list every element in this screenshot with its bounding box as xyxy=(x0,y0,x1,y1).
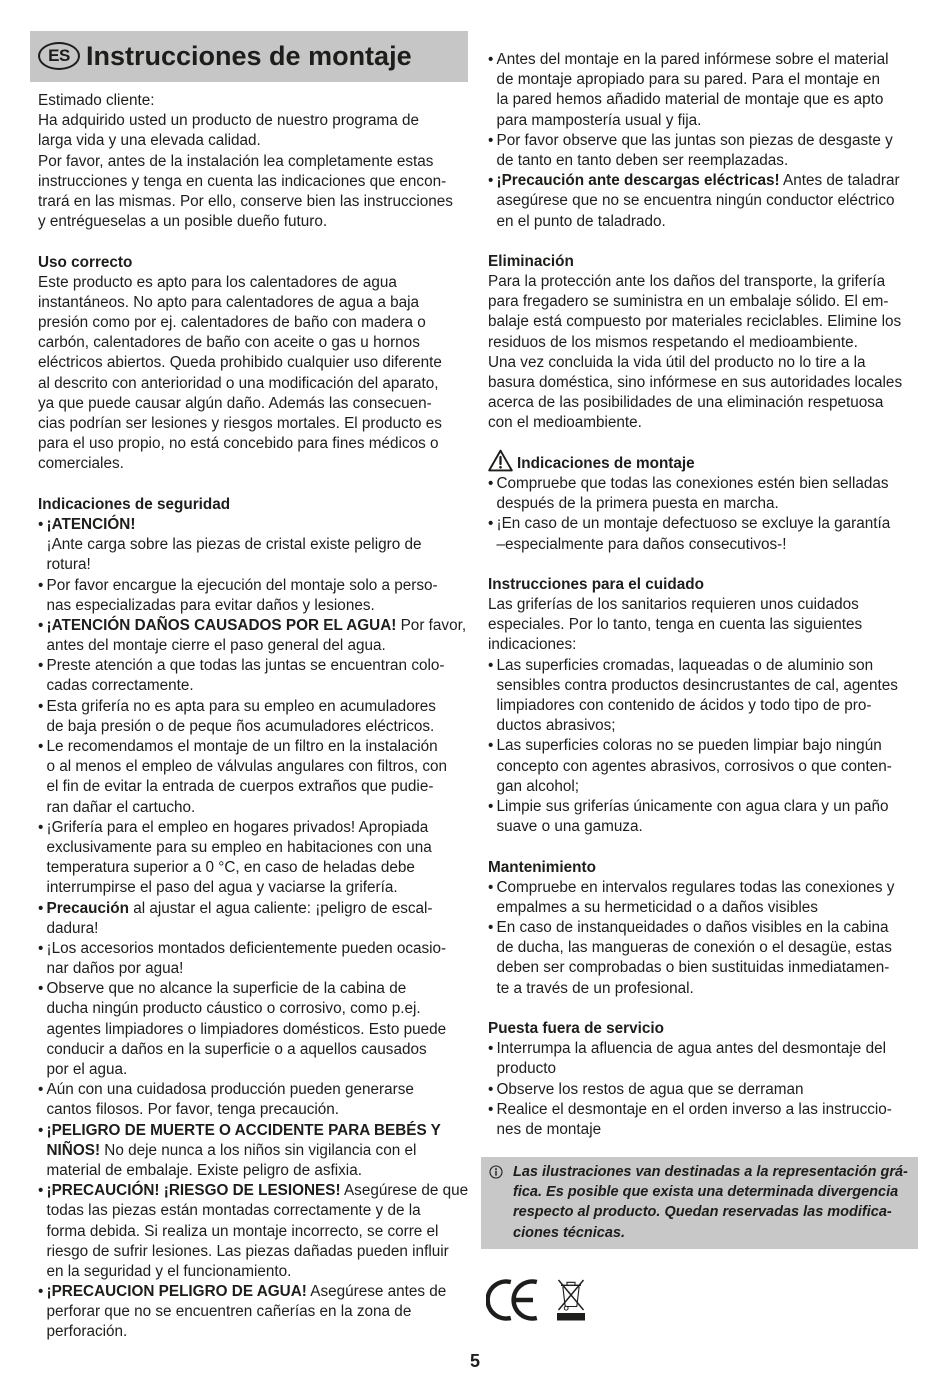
text-line: cantos filosos. Por favor, tenga precaución. xyxy=(46,1101,340,1119)
text-line: antes del montaje cierre el paso general del agua. xyxy=(46,637,386,655)
text-line: material de embalaje. Existe peligro de asfixia. xyxy=(46,1161,362,1179)
text-line: forma debida. Si realiza un montaje incorrecto, se corre el xyxy=(46,1222,439,1240)
text-line: nar daños por agua! xyxy=(46,960,184,978)
bullet-item xyxy=(488,918,918,999)
text-line: concepto con agentes abrasivos, corrosivos o que conten- xyxy=(496,757,892,775)
text-line: • Aún con una cuidadosa producción pueden generarse xyxy=(46,1081,414,1099)
text-run: No deje nunca a los niños sin vigilancia con el xyxy=(100,1141,417,1159)
text-line: cadas correctamente. xyxy=(46,677,194,695)
text-line: dadura! xyxy=(46,919,99,937)
text-line: ya que puede causar algún daño. Además las consecuen- xyxy=(38,394,432,412)
text-line: • Observe que no alcance la superficie de la cabina de xyxy=(46,980,407,998)
text-line: la pared hemos añadido material de montaje que es apto xyxy=(496,91,884,109)
text-line: ductos abrasivos; xyxy=(496,717,616,735)
text-line: sensibles contra productos desincrustantes de cal, agentes xyxy=(496,676,898,694)
text-line: para fregadero se suministra en un embalaje sólido. El em- xyxy=(488,293,889,311)
text-line: para mampostería usual y fija. xyxy=(496,111,702,129)
bullet-item xyxy=(488,1039,918,1079)
bullet-item xyxy=(488,1080,918,1100)
text-line: Una vez concluida la vida útil del producto no lo tire a la xyxy=(488,353,866,371)
section-eliminacion xyxy=(488,252,918,434)
section-heading xyxy=(38,495,462,515)
bullet-item xyxy=(38,616,467,656)
text-line: comerciales. xyxy=(38,455,124,473)
text-line: después de la primera puesta en marcha. xyxy=(496,495,779,513)
text-line xyxy=(46,1181,469,1201)
text-line: • Interrumpa la afluencia de agua antes del desmontaje del xyxy=(496,1040,886,1058)
text-line: empalmes a su hermeticidad o a daños visibles xyxy=(496,898,818,916)
section-indicaciones-de-seguridad xyxy=(38,495,469,1343)
bullet-item xyxy=(38,939,462,979)
section-heading-text: Eliminación xyxy=(488,252,574,270)
info-note xyxy=(481,1157,918,1249)
info-circle-icon xyxy=(489,1165,503,1179)
text-line: rotura! xyxy=(46,556,91,574)
text-line: de tanto en tanto deben ser reemplazadas. xyxy=(496,151,789,169)
text-line xyxy=(47,899,463,919)
text-line: conducir a daños en la superficie o a aquellos causados xyxy=(46,1040,427,1058)
text-line: de baja presión o de peque ños acumuladores eléctricos. xyxy=(46,717,435,735)
bold-text: NIÑOS! xyxy=(46,1141,101,1159)
bullet-item xyxy=(488,171,918,232)
text-line: suave o una gamuza. xyxy=(496,818,643,836)
bullet-item xyxy=(38,1121,462,1182)
bullet-item xyxy=(38,899,462,939)
text-line: • Por favor observe que las juntas son piezas de desgaste y xyxy=(496,131,893,149)
section-heading xyxy=(488,454,918,474)
text-line: producto xyxy=(496,1060,557,1078)
text-line: instrucciones y tenga en cuenta las indicaciones que encon- xyxy=(38,172,447,190)
bullet-item xyxy=(38,818,462,899)
text-line: • ¡En caso de un montaje defectuoso se excluye la garantía xyxy=(496,515,891,533)
section-puesta-fuera-de-servicio xyxy=(488,1019,918,1140)
bullet-item xyxy=(488,474,918,514)
text-line: • Compruebe en intervalos regulares todas las conexiones y xyxy=(496,878,895,896)
text-line: Estimado cliente: xyxy=(38,92,155,109)
text-line: por el agua. xyxy=(46,1061,128,1078)
text-line: Las griferías de los sanitarios requieren unos cuidados xyxy=(488,596,859,614)
text-line: • Limpie sus griferías únicamente con agua clara y un paño xyxy=(496,797,889,815)
right-column xyxy=(488,50,918,1140)
text-line xyxy=(497,171,919,191)
text-line: eléctricos abiertos. Queda prohibido cualquier uso diferente xyxy=(38,354,442,372)
bold-text: ¡PRECAUCION PELIGRO DE AGUA! xyxy=(46,1283,307,1301)
section-heading-text: Indicaciones de montaje xyxy=(517,454,695,472)
text-line: Este producto es apto para los calentadores de agua xyxy=(38,273,397,291)
text-line: residuos de los mismos respetando el medioambiente. xyxy=(488,333,858,351)
text-line: Por favor, antes de la instalación lea completamente estas xyxy=(38,152,434,170)
ce-mark-icon xyxy=(486,1279,542,1321)
text-line: • Preste atención a que todas las juntas se encuentran colo- xyxy=(46,657,445,675)
text-line: en la seguridad y el funcionamiento. xyxy=(46,1262,292,1280)
note-text xyxy=(513,1162,908,1243)
text-line: en el punto de taladrado. xyxy=(496,212,666,230)
text-line: trará en las mismas. Por ello, conserve bien las instrucciones xyxy=(38,192,453,210)
text-line: asegúrese que no se encuentra ningún conductor eléctrico xyxy=(496,192,895,210)
text-line: ran dañar el cartucho. xyxy=(46,798,196,816)
text-run: Asegúrese antes de xyxy=(306,1283,447,1301)
bullet-item xyxy=(38,656,462,696)
note-line: ciones técnicas. xyxy=(513,1224,626,1241)
text-line xyxy=(46,616,467,636)
section-heading-text: Puesta fuera de servicio xyxy=(488,1020,664,1037)
text-line: • Le recomendamos el montaje de un filtro en la instalación xyxy=(46,738,438,755)
section-heading-text: Uso correcto xyxy=(38,253,133,271)
text-line: te a través de un profesional. xyxy=(496,979,694,997)
text-line: nas especializadas para evitar daños y lesiones. xyxy=(46,596,375,614)
left-column xyxy=(38,91,469,1343)
text-line: especiales. Por lo tanto, tenga en cuenta las siguientes xyxy=(488,616,863,634)
bullet-item xyxy=(38,1282,462,1343)
bullet-item xyxy=(488,656,918,737)
bullet-item xyxy=(488,736,918,797)
section-heading xyxy=(488,858,918,878)
weee-crossed-out-bin-icon xyxy=(556,1276,586,1322)
text-run: Asegúrese de que xyxy=(340,1182,469,1200)
bullet-item xyxy=(38,697,462,737)
bullet-item xyxy=(38,515,462,576)
section-heading-text: Mantenimiento xyxy=(488,858,596,876)
note-line: Las ilustraciones van destinadas a la representación grá- xyxy=(513,1164,908,1180)
text-line: acerca de las posibilidades de una eliminación respetuosa xyxy=(488,394,884,412)
note-line: fica. Es posible que exista una determinada divergencia xyxy=(513,1184,899,1201)
text-line: • ¡Grifería para el empleo en hogares privados! Apropiada xyxy=(46,818,429,836)
text-line xyxy=(47,1282,463,1302)
bullet-item xyxy=(488,50,918,131)
warning-triangle-icon xyxy=(488,449,513,472)
text-line: el fin de evitar la entrada de cuerpos extraños que pudie- xyxy=(46,778,434,796)
section-indicaciones-de-montaje xyxy=(488,454,918,555)
text-line: deben ser comprobadas o bien sustituidas inmediatamen- xyxy=(496,959,890,977)
text-line: • Compruebe que todas las conexiones estén bien selladas xyxy=(496,474,889,492)
text-line: y entrégueselas a un posible dueño futuro. xyxy=(38,213,328,231)
text-line: instantáneos. No apto para calentadores de agua a baja xyxy=(38,293,420,311)
text-line: • Observe los restos de agua que se derraman xyxy=(496,1080,804,1098)
text-run: al ajustar el agua caliente: ¡peligro de escal- xyxy=(128,899,433,917)
bullet-item xyxy=(488,514,918,554)
text-line: • Las superficies coloras no se pueden limpiar bajo ningún xyxy=(496,737,882,755)
text-line: ducha ningún producto cáustico o corrosivo, como p.ej. xyxy=(46,1000,421,1018)
text-line: • Esta grifería no es apta para su empleo en acumuladores xyxy=(46,697,436,715)
text-line: balaje está compuesto por materiales reciclables. Elimine los xyxy=(488,313,902,331)
language-badge: ES xyxy=(38,42,80,70)
bold-text: ¡Precaución ante descargas eléctricas! xyxy=(496,172,780,190)
text-line xyxy=(47,515,463,535)
text-line: o al menos el empleo de válvulas angulares con filtros, con xyxy=(46,758,447,776)
text-line: • ¡Los accesorios montados deficientemente pueden ocasio- xyxy=(46,939,447,957)
page-header xyxy=(30,31,468,82)
text-line: • En caso de instanqueidades o daños visibles en la cabina xyxy=(496,919,889,937)
text-line: gan alcohol; xyxy=(496,777,579,795)
bold-text: Precaución xyxy=(46,899,129,917)
bold-text: ¡ATENCIÓN DAÑOS CAUSADOS POR EL AGUA! xyxy=(46,616,397,634)
text-line: de ducha, las mangueras de conexión o el desagüe, estas xyxy=(496,939,892,957)
text-line: al descrito con anterioridad o una modificación del aparato, xyxy=(38,374,439,392)
bullet-item xyxy=(488,797,918,837)
text-line xyxy=(47,1121,463,1141)
right-column-lead xyxy=(488,50,918,232)
section-uso-correcto xyxy=(38,253,462,475)
note-line: respecto al producto. Quedan reservadas las modifica- xyxy=(513,1204,892,1221)
bold-text: ¡ATENCIÓN! xyxy=(46,515,136,533)
text-line: de montaje apropiado para su pared. Para el montaje en xyxy=(496,71,881,89)
text-line: • Realice el desmontaje en el orden inverso a las instruccio- xyxy=(496,1100,892,1118)
text-line: todas las piezas están montadas correctamente y de la xyxy=(46,1202,421,1220)
text-line: perforar que no se encuentren cañerías en la zona de xyxy=(46,1303,412,1321)
text-line: perforación. xyxy=(46,1323,128,1341)
bullet-item xyxy=(38,1080,462,1120)
text-line xyxy=(47,1141,463,1161)
section-heading xyxy=(488,1019,918,1039)
text-line: temperatura superior a 0 °C, en caso de heladas debe xyxy=(46,859,415,877)
text-line: • Las superficies cromadas, laqueadas o de aluminio son xyxy=(496,656,874,674)
section-heading xyxy=(488,575,918,595)
text-line: • Antes del montaje en la pared infórmese sobre el material xyxy=(496,51,889,68)
left-column-lead xyxy=(38,91,462,232)
text-line: basura doméstica, sino infórmese en sus autoridades locales xyxy=(488,374,903,391)
bold-text: ¡PRECAUCIÓN! ¡RIESGO DE LESIONES! xyxy=(46,1182,341,1200)
bullet-item xyxy=(38,1181,469,1282)
section-mantenimiento xyxy=(488,858,918,999)
bullet-item xyxy=(38,576,462,616)
text-line: • Por favor encargue la ejecución del montaje solo a perso- xyxy=(46,576,438,594)
text-line: cias podrían ser lesiones y riesgos mortales. El producto es xyxy=(38,415,442,432)
section-heading-text: Indicaciones de seguridad xyxy=(38,495,231,513)
bullet-item xyxy=(38,737,462,818)
bullet-item xyxy=(488,131,918,171)
bold-text: ¡PELIGRO DE MUERTE O ACCIDENTE PARA BEBÉS Y xyxy=(46,1121,441,1139)
text-line: agentes limpiadores o limpiadores domésticos. Esto puede xyxy=(46,1020,447,1038)
text-line: ¡Ante carga sobre las piezas de cristal existe peligro de xyxy=(46,536,422,554)
text-line: Ha adquirido usted un producto de nuestro programa de xyxy=(38,112,419,130)
page-number: 5 xyxy=(469,1351,480,1371)
bullet-item xyxy=(488,1100,918,1140)
text-line: para el uso propio, no está concebido para fines médicos o xyxy=(38,435,439,453)
section-instrucciones-para-el-cuidado xyxy=(488,575,918,837)
text-line: Para la protección ante los daños del transporte, la grifería xyxy=(488,273,886,291)
text-run: Por favor, xyxy=(396,616,467,634)
bullet-item xyxy=(488,878,918,918)
section-heading-text: Instrucciones para el cuidado xyxy=(488,575,704,593)
text-line: con el medioambiente. xyxy=(488,414,642,432)
section-heading xyxy=(488,252,918,272)
text-line: presión como por ej. calentadores de baño con madera o xyxy=(38,314,426,332)
text-line: nes de montaje xyxy=(496,1120,602,1138)
text-line: riesgo de sufrir lesiones. Las piezas dañadas pueden influir xyxy=(46,1242,449,1260)
text-line: larga vida y una elevada calidad. xyxy=(38,132,261,150)
text-line: interrumpirse el paso del agua y vaciarse la grifería. xyxy=(46,879,398,897)
page-title: Instrucciones de montaje xyxy=(86,41,412,71)
bullet-item xyxy=(38,979,462,1080)
text-line: carbón, calentadores de baño con aceite o gas u hornos xyxy=(38,334,420,352)
text-line: indicaciones: xyxy=(488,636,577,654)
text-line: exclusivamente para su empleo en habitaciones con una xyxy=(46,838,432,856)
text-line: –especialmente para daños consecutivos-! xyxy=(496,535,787,553)
text-run: Antes de taladrar xyxy=(779,172,900,190)
text-line: limpiadores con contenido de ácidos y todo tipo de pro- xyxy=(496,697,872,714)
section-heading xyxy=(38,253,462,273)
